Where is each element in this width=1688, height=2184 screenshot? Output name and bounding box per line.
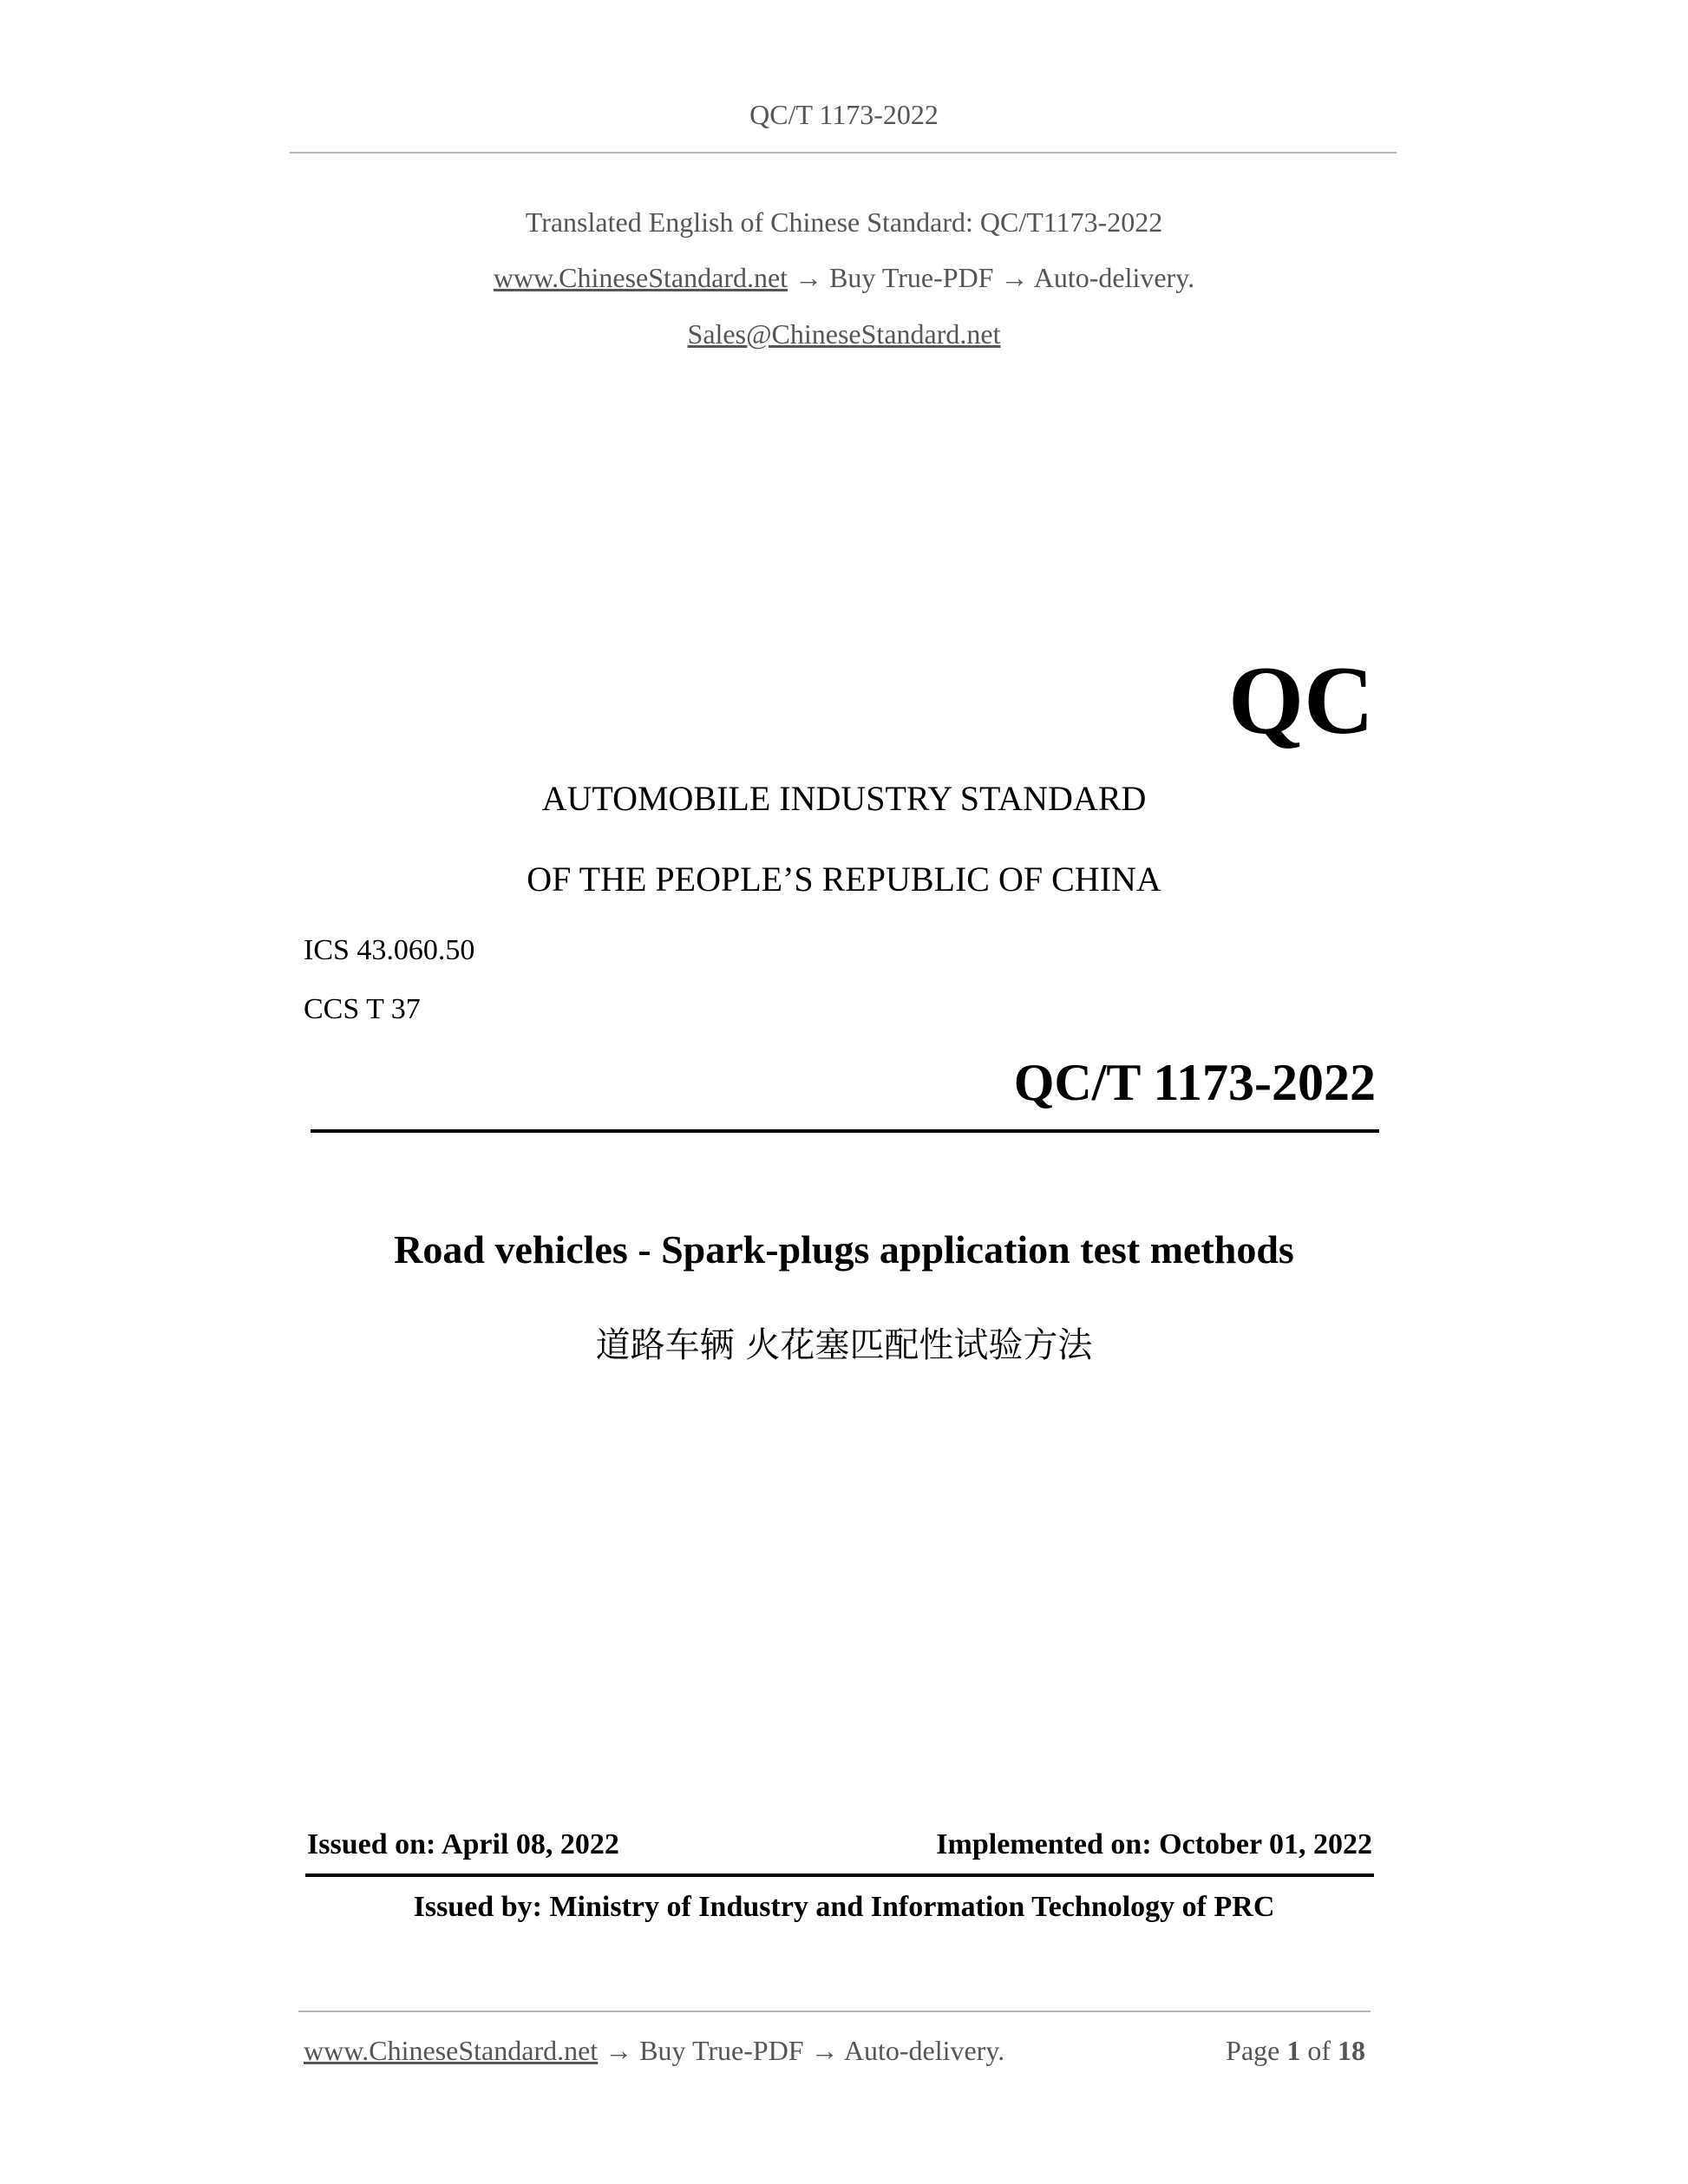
- issue-divider: [305, 1873, 1374, 1877]
- footer-purchase-text: → Buy True-PDF → Auto-delivery.: [598, 2035, 1005, 2066]
- site-link[interactable]: www.ChineseStandard.net: [493, 262, 788, 293]
- implemented-on-date: Implemented on: October 01, 2022: [936, 1828, 1372, 1860]
- sales-email-line: [0, 317, 1688, 351]
- standard-number: QC/T 1173-2022: [1013, 1054, 1376, 1111]
- purchase-notice: [0, 260, 1688, 295]
- sales-email-link[interactable]: Sales@ChineseStandard.net: [687, 318, 1001, 350]
- purchase-notice-text: → Buy True-PDF → Auto-delivery.: [788, 262, 1195, 293]
- issuing-standard-line-1: AUTOMOBILE INDUSTRY STANDARD: [541, 779, 1147, 818]
- page-current: 1: [1286, 2035, 1301, 2066]
- footer-purchase-notice: [304, 2033, 1004, 2068]
- issued-on-date: Issued on: April 08, 2022: [307, 1828, 619, 1860]
- page-label: Page: [1226, 2035, 1287, 2066]
- title-divider: [311, 1129, 1379, 1133]
- issuing-standard-line-2: OF THE PEOPLE’S REPUBLIC OF CHINA: [527, 860, 1161, 899]
- footer-divider: [298, 2011, 1371, 2012]
- ics-code: ICS 43.060.50: [304, 934, 475, 966]
- chinese-title: 道路车辆 火花塞匹配性试验方法: [595, 1325, 1093, 1365]
- page-indicator: [1226, 2033, 1365, 2068]
- translation-notice: Translated English of Chinese Standard: QC/T1173-2022: [525, 206, 1163, 238]
- page-of: of: [1300, 2035, 1338, 2066]
- qc-mark: QC: [1228, 647, 1374, 755]
- english-title: Road vehicles - Spark-plugs application test methods: [394, 1227, 1294, 1272]
- running-header: QC/T 1173-2022: [749, 99, 939, 130]
- footer-site-link[interactable]: www.ChineseStandard.net: [304, 2035, 599, 2066]
- ccs-code: CCS T 37: [304, 993, 421, 1025]
- page-total: 18: [1338, 2035, 1365, 2066]
- issued-by: Issued by: Ministry of Industry and Information Technology of PRC: [413, 1891, 1275, 1923]
- header-divider: [290, 152, 1397, 154]
